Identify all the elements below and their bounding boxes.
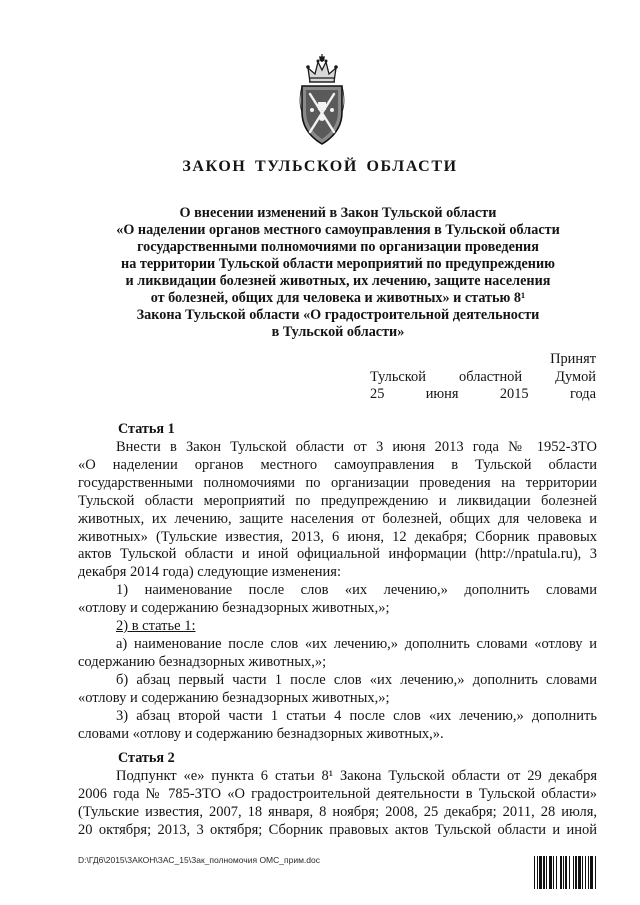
text-line: а) наименование после слов «их лечению,» дополнить словами «отлову и (116, 635, 597, 652)
subject-line: государственными полномочиями по организации проведения (137, 239, 539, 255)
text-line: «отлову и содержанию безнадзорных животных,»; (78, 689, 390, 706)
text-line: «отлову и содержанию безнадзорных животных,»; (78, 600, 390, 617)
text-line: Тульской области мероприятий по предупреждению и ликвидации болезней (78, 492, 597, 509)
text-line: словами «отлову и содержанию безнадзорных животных,». (78, 725, 444, 742)
text-line: Внести в Закон Тульской области от 3 июня 2013 года № 1952-ЗТО (116, 439, 597, 455)
text-line: содержанию безнадзорных животных,»; (78, 653, 327, 670)
text-line: 3) абзац второй части 1 статьи 4 после слов «их лечению,» дополнить (116, 707, 597, 724)
text-line: «О наделении органов местного самоуправления в Тульской области (78, 456, 597, 473)
accepted-date-part: 2015 (499, 386, 529, 402)
accepted-date (370, 386, 596, 404)
text-line: Подпункт «е» пункта 6 статьи 8¹ Закона Тульской области от 29 декабря (116, 768, 597, 784)
coat-of-arms-emblem (296, 52, 348, 152)
accepted-by-word: Думой (555, 368, 596, 385)
accepted-by-word: областной (459, 368, 523, 385)
text-line: декабря 2014 года) следующие изменения: (78, 564, 341, 581)
article-1-heading: Статья 1 (118, 421, 175, 437)
law-title: ЗАКОН ТУЛЬСКОЙ ОБЛАСТИ (182, 158, 458, 175)
barcode-icon (534, 856, 610, 889)
subject-line: О внесении изменений в Закон Тульской области (179, 205, 497, 221)
text-line: 20 октября; 2013, 3 октября; Сборник правовых актов Тульской области и иной (78, 821, 597, 838)
accepted-label: Принят (550, 351, 596, 367)
accepted-date-part: июня (425, 386, 459, 402)
accepted-date-part: года (569, 386, 596, 402)
text-line: животных» (Тульские известия, 2013, 6 июня, 12 декабря; Сборник правовых (78, 528, 597, 545)
subject-line: в Тульской области» (271, 324, 405, 340)
accepted-by (370, 369, 596, 387)
accepted-date-part: 25 (370, 386, 385, 402)
text-line: 1) наименование после слов «их лечению,» дополнить словами (116, 582, 597, 599)
footer-file-path: D:\ГД6\2015\ЗАКОН\ЗАС_15\Зак_полномочия ОМС_прим.doc (78, 855, 320, 865)
text-line: актов Тульской области и иной официальной информации (http://npatula.ru), 3 (78, 546, 597, 563)
text-line: животных, их лечению, защите населения от болезней, общих для человека и (78, 510, 597, 527)
accepted-block (370, 351, 596, 404)
text-line: 2006 года № 785-ЗТО «О градостроительной деятельности в Тульской области» (78, 785, 597, 802)
text-line: (Тульские известия, 2007, 18 января, 8 ноября; 2008, 25 декабря; 2011, 28 июля, (78, 803, 597, 820)
subject-line: на территории Тульской области мероприятий по предупреждению (121, 256, 555, 272)
article-2-heading: Статья 2 (118, 750, 175, 766)
subject-line: Закона Тульской области «О градостроительной деятельности (136, 307, 540, 323)
article-1-text (78, 439, 597, 743)
article-2-text (78, 768, 597, 840)
text-line: б) абзац первый части 1 после слов «их лечению,» дополнить словами (116, 671, 597, 688)
subject-line: и ликвидации болезней животных, их лечению, защите населения (125, 273, 551, 289)
text-line: государственными полномочиями по организации проведения на территории (78, 474, 597, 491)
underlined-text: 2) в статье 1: (116, 618, 196, 635)
accepted-by-word: Тульской (370, 368, 426, 385)
law-subject (0, 205, 640, 341)
text-line (78, 618, 597, 636)
subject-line: от болезней, общих для человека и животных» и статью 8¹ (150, 290, 526, 306)
subject-line: «О наделении органов местного самоуправления в Тульской области (116, 222, 560, 238)
